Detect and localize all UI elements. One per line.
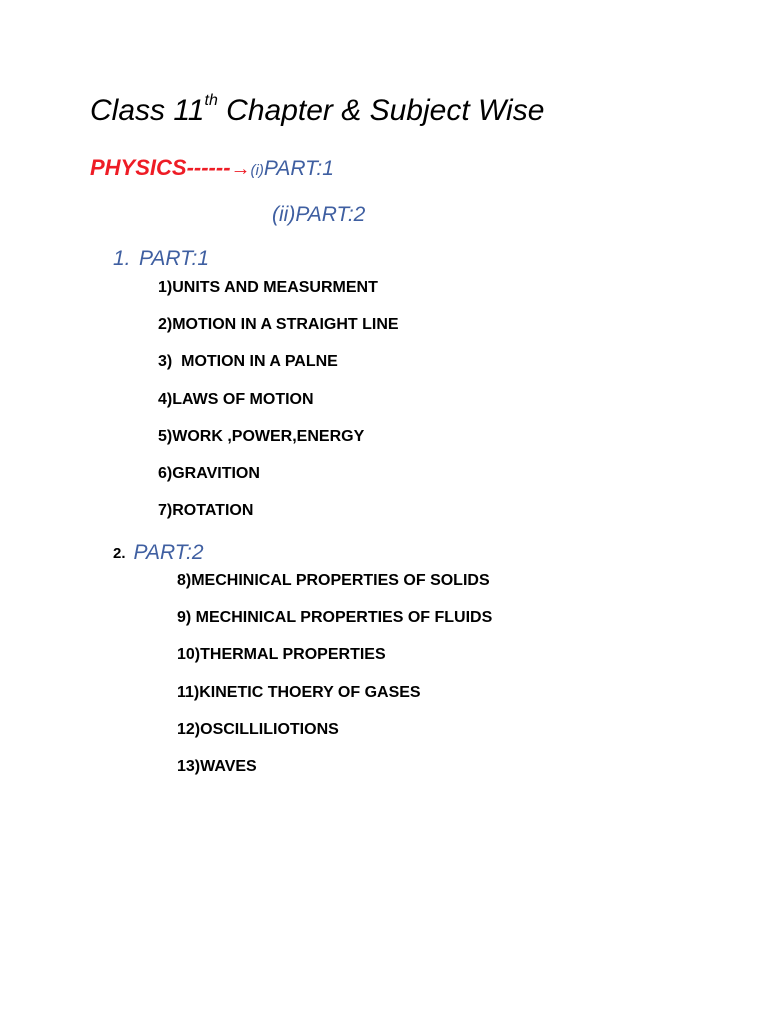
part2-link-label: (ii)PART:2: [272, 203, 366, 226]
section-number: 2.: [113, 545, 126, 562]
section-heading-part2: [113, 542, 204, 563]
part1-prefix: (i): [250, 162, 264, 179]
subject-name: PHYSICS------: [90, 155, 231, 180]
list-item: 3) MOTION IN A PALNE: [158, 353, 338, 371]
list-item: 12)OSCILLILIOTIONS: [177, 720, 339, 738]
section-heading-part1: [113, 248, 209, 269]
title-suffix: Chapter & Subject Wise: [217, 94, 545, 127]
list-item: 13)WAVES: [177, 757, 257, 775]
section-number: 1.: [113, 247, 131, 270]
list-item: 1)UNITS AND MEASURMENT: [158, 279, 378, 296]
list-item: 10)THERMAL PROPERTIES: [177, 646, 386, 664]
list-item: 11)KINETIC THOERY OF GASES: [177, 683, 421, 701]
subject-line: [90, 157, 334, 179]
list-item: 8)MECHINICAL PROPERTIES OF SOLIDS: [177, 572, 490, 589]
list-item: 9) MECHINICAL PROPERTIES OF FLUIDS: [177, 609, 493, 627]
chapter-list-part1: [158, 280, 399, 540]
list-item: 6)GRAVITION: [158, 464, 260, 482]
arrow-right-icon: →: [230, 158, 251, 180]
chapter-list-part2: [177, 573, 492, 796]
section-label: PART:2: [133, 541, 204, 564]
document-title: [90, 92, 545, 127]
section-label: PART:1: [138, 247, 209, 270]
title-superscript: th: [204, 92, 218, 109]
list-item: 2)MOTION IN A STRAIGHT LINE: [158, 316, 399, 334]
list-item: 5)WORK ,POWER,ENERGY: [158, 427, 365, 445]
title-prefix: Class 11: [90, 94, 205, 127]
list-item: 4)LAWS OF MOTION: [158, 390, 314, 408]
list-item: 7)ROTATION: [158, 502, 254, 520]
part1-link-label: PART:1: [263, 157, 334, 180]
part2-index-line: [272, 204, 365, 225]
